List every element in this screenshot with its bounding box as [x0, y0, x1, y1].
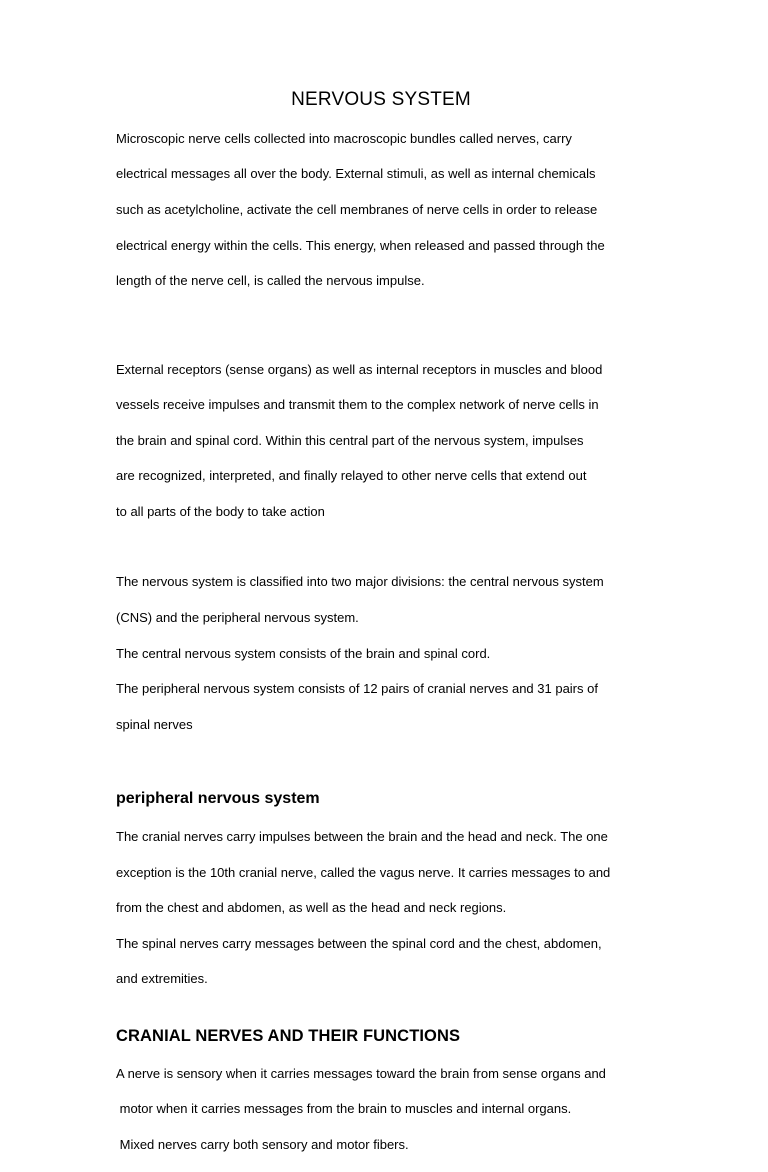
section-heading-cranial: CRANIAL NERVES AND THEIR FUNCTIONS — [116, 1027, 461, 1046]
text-line: length of the nerve cell, is called the nervous impulse. — [116, 273, 425, 289]
text-line: are recognized, interpreted, and finally relayed to other nerve cells that extend out — [116, 468, 587, 484]
text-line: from the chest and abdomen, as well as the head and neck regions. — [116, 900, 507, 916]
text-line: The spinal nerves carry messages between the spinal cord and the chest, abdomen, — [116, 935, 602, 951]
text-line: The nervous system is classified into two major divisions: the central nervous system — [116, 574, 604, 590]
text-line: motor when it carries messages from the brain to muscles and internal organs. — [116, 1101, 572, 1117]
receptors-paragraph — [116, 343, 656, 539]
cranial-paragraph — [116, 1047, 656, 1172]
text-line: Mixed nerves carry both sensory and motor fibers. — [116, 1137, 409, 1153]
text-line: The central nervous system consists of the brain and spinal cord. — [116, 645, 491, 661]
text-line: exception is the 10th cranial nerve, called the vagus nerve. It carries messages to and — [116, 864, 611, 880]
divisions-paragraph — [116, 556, 656, 752]
text-line: vessels receive impulses and transmit them to the complex network of nerve cells in — [116, 397, 599, 413]
intro-paragraph — [116, 112, 656, 308]
document-content — [116, 88, 656, 1172]
text-line: (CNS) and the peripheral nervous system. — [116, 609, 359, 625]
text-line: Microscopic nerve cells collected into macroscopic bundles called nerves, carry — [116, 130, 572, 146]
text-line: the brain and spinal cord. Within this central part of the nervous system, impulses — [116, 432, 584, 448]
text-line: electrical energy within the cells. This energy, when released and passed through the — [116, 237, 605, 253]
section-heading-peripheral: peripheral nervous system — [116, 790, 320, 808]
text-line: electrical messages all over the body. External stimuli, as well as internal chemicals — [116, 166, 596, 182]
peripheral-paragraph — [116, 810, 656, 1006]
text-line: to all parts of the body to take action — [116, 503, 325, 519]
text-line: spinal nerves — [116, 716, 193, 732]
text-line: such as acetylcholine, activate the cell membranes of nerve cells in order to release — [116, 201, 598, 217]
text-line: The cranial nerves carry impulses between the brain and the head and neck. The one — [116, 829, 608, 845]
text-line: External receptors (sense organs) as well as internal receptors in muscles and blood — [116, 361, 603, 377]
text-line: A nerve is sensory when it carries messages toward the brain from sense organs and — [116, 1065, 606, 1081]
text-line: The peripheral nervous system consists of 12 pairs of cranial nerves and 31 pairs of — [116, 681, 598, 697]
page-title: NERVOUS SYSTEM — [291, 89, 471, 110]
text-line: and extremities. — [116, 971, 208, 987]
